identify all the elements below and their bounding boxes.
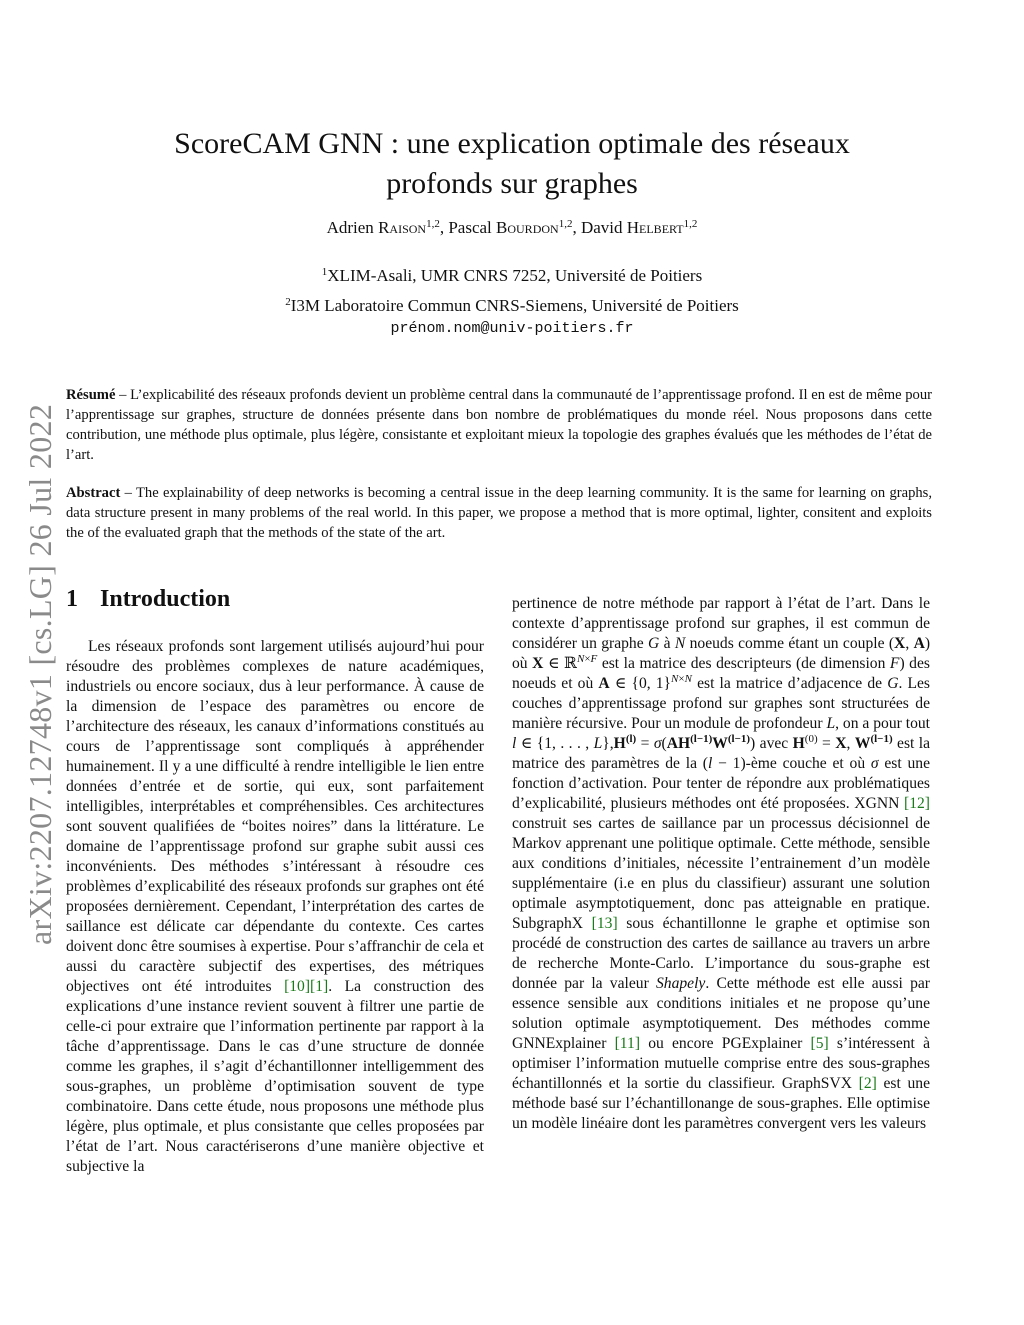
intro-text: noeuds comme étant un couple bbox=[685, 635, 889, 652]
citation-link[interactable]: [12] bbox=[904, 795, 930, 812]
abstract-label: Abstract bbox=[66, 485, 121, 501]
shapely-term: Shapely bbox=[655, 975, 706, 992]
affiliation-1 bbox=[100, 266, 924, 286]
affiliation-text: I3M Laboratoire Commun CNRS-Siemens, Université de Poitiers bbox=[290, 296, 739, 315]
abstract-text: The explainability of deep networks is becoming a central issue in the deep learning community. It is the same for learning on graphs, data structure present in many problems of the real world. In this paper, we propose a method that is more optimal, lighter, consitent and exploits the of the evaluated graph that the methods of the state of the art. bbox=[66, 485, 932, 541]
paper-title bbox=[100, 124, 924, 204]
title-line-1: ScoreCAM GNN : une explication optimale des réseaux bbox=[174, 127, 850, 160]
author-affil: 1,2 bbox=[683, 218, 698, 230]
resume-text: L’explicabilité des réseaux profonds devient un problème central dans la communauté de l’apprentissage profond. Il en est de même pour l’apprentissage sur graphes, structure de données présente dans bon nombre de problématiques du monde réel. Nous proposons dans cette contribution, une méthode plus optimale, plus légère, consistante et exploitant mieux la topologie des graphes évalués que les méthodes de l’état de l’art. bbox=[66, 387, 932, 463]
author-first: Adrien bbox=[326, 218, 374, 237]
intro-text: construit ses cartes de saillance par un processus décisionnel de Markov apprenant une politique optimale. Cette méthode, sensible aux conditions d’initiales, nécessite l’entrainement d’un modèle supplémentaire (i.e en plus du classifieur) assurant une solution optimale asymptotiquement, donc pas atteignable en pratique. SubgraphX bbox=[512, 815, 930, 932]
author-first: Pascal bbox=[448, 218, 492, 237]
intro-text: où bbox=[512, 655, 533, 672]
intro-right-column: pertinence de notre méthode par rapport à l’état de l’art. Dans le contexte d’apprentissage profond sur graphes, il est commun de considérer un graphe G à N noeuds comme étant un couple (X, A) où X ∈ ℝ$^{N\times F}$ est la matrice des descripteurs (de dimension F) des noeuds et où A ∈ {0, 1}$^{N\times N}$ est la matrice d’adjacence de G. Les couches d’apprentissage profond sur graphes sont structurées de manière récursive. Pour un module de profondeur L, on a pour tout l ∈ {1, . . . , $L\},H^{(l)} = \sigma(AH^{(l-1)}W^{(l-1)})$ avec $H^{(0)} = X$, $W^{(l-1)}$ est la matrice des paramètres de la (l − 1)-ème couche et où σ est une fonction d’activation. Pour tenter de répondre aux problématiques d’explicabilité, plusieurs méthodes ont été proposées. XGNN [12] construit ses cartes de saillance par un processus décisionnel de Markov apprenant une politique optimale. Cette méthode, sensible aux conditions d’initiales, nécessite l’entrainement d’un modèle supplémentaire (i.e en plus du classifieur) assurant une solution optimale asymptotiquement, donc pas atteignable en pratique. SubgraphX [13] sous échantillonne le graphe et optimise son procédé de construction des cartes de saillance au travers un arbre de recherche Monte-Carlo. L’importance du sous-graphe est donnée par la valeur Shapely. Cette méthode est elle aussi par essence sensible aux conditions initiales et ne propose qu’une solution optimale asymptotiquement. Des méthodes comme GNNExplainer [11] ou encore PGExplainer [5] s’intéressent à optimiser l’information mutuelle comprise entre des sous-graphes échantillonnés et la sortie du classifieur. GraphSVX [2] est une méthode basé sur l’échantillonange de sous-graphes. Elle optimise un modèle linéaire dont les paramètres convergent vers les valeurs bbox=[512, 595, 931, 1132]
intro-left-column bbox=[66, 637, 484, 1177]
intro-text: ) des noeuds et où bbox=[512, 655, 930, 692]
intro-text: pertinence de notre méthode par rapport à l’état de l’art. Dans le contexte d’apprentissage profond sur graphes, il est commun de considérer un graphe bbox=[512, 595, 930, 652]
intro-text: est une méthode basé sur l’échantillonange de sous-graphes. Elle optimise un modèle linéaire dont les paramètres convergent vers les valeurs bbox=[512, 1075, 931, 1132]
intro-text: ou encore PGExplainer bbox=[640, 1035, 811, 1052]
affiliation-number: 1 bbox=[321, 266, 328, 278]
intro-text: , on a pour tout bbox=[835, 715, 931, 732]
resume-paragraph bbox=[66, 385, 932, 465]
citation-link[interactable]: [13] bbox=[591, 915, 618, 932]
citation-link[interactable]: [2] bbox=[858, 1075, 877, 1092]
citation-link[interactable]: [5] bbox=[810, 1035, 829, 1052]
intro-text: est la matrice des descripteurs (de dimension bbox=[597, 655, 890, 672]
resume-label: Résumé bbox=[66, 387, 116, 403]
section-heading-introduction bbox=[66, 586, 230, 613]
citation-link[interactable]: [1] bbox=[310, 978, 329, 995]
arxiv-watermark: arXiv:2207.12748v1 [cs.LG] 26 Jul 2022 bbox=[22, 403, 58, 945]
intro-text: . Les couches d’apprentissage profond sur graphes sont structurées de manière récursive. Pour un module de profondeur bbox=[512, 675, 930, 732]
abstract-paragraph bbox=[66, 483, 932, 543]
affiliation-text: XLIM-Asali, UMR CNRS 7252, Université de Poitiers bbox=[327, 266, 703, 285]
author-last: Raison bbox=[378, 218, 427, 237]
author-affil: 1,2 bbox=[558, 218, 573, 230]
author-first: David bbox=[580, 218, 623, 237]
author-last: Helbert bbox=[626, 218, 684, 237]
title-line-2: profonds sur graphes bbox=[386, 167, 638, 200]
section-number: 1 bbox=[66, 586, 78, 612]
intro-text: sous échantillonne le graphe et optimise son procédé de construction des cartes de saillance au travers un arbre de recherche Monte-Carlo. L’importance du sous-graphe est donnée par la valeur bbox=[512, 915, 930, 992]
affiliation-number: 2 bbox=[285, 296, 291, 308]
intro-text: est la matrice des paramètres de la bbox=[512, 735, 931, 772]
resume-dash: – bbox=[115, 387, 131, 403]
intro-text: avec bbox=[755, 735, 793, 752]
abstract-dash: – bbox=[120, 485, 136, 501]
intro-text: est la matrice d’adjacence de bbox=[691, 675, 888, 692]
intro-text: à bbox=[659, 635, 675, 652]
citation-link[interactable]: [10] bbox=[284, 978, 311, 995]
citation-link[interactable]: [11] bbox=[614, 1035, 641, 1052]
intro-text: -ème couche et où bbox=[745, 755, 871, 772]
contact-email: prénom.nom@univ-poitiers.fr bbox=[390, 320, 634, 337]
intro-text: Les réseaux profonds sont largement utilisés aujourd’hui pour résoudre des problèmes complexes de nature académiques, industriels ou encore sociaux, dus à leur performance. À cause de la dimension de l’espace des paramètres ou encore de l’architecture des réseaux, les canaux d’informations constitués au cours de l’apprentissage sont compliqués à appréhender humainement. Il y a une difficulté à rendre intelligible le lien entre données d’entrée et de sortie, qui eux, sont parfaitement intelligibles, interprétables et compréhensibles. Ces architectures sont souvent qualifiées de “boites noires” dans la littérature. Le domaine de l’apprentissage profond sur graphe subit aussi ces inconvénients. Des méthodes s’intéressant à résoudre ces problèmes d’explicabilité des réseaux profonds sur graphes ont été proposées dernièrement. Cependant, l’interprétation des cartes de saillance est délicate car dépendante du contexte. Ces cartes doivent donc être soumises à expertise. Pour s’affranchir de cela et aussi du caractère subjectif des expertises, des métriques objectives ont été introduites bbox=[66, 638, 484, 995]
author-list: Adrien Raison$^{1,2}$, Pascal Bourdon$^{1,2}$, David Helbert$^{1,2}$ bbox=[326, 218, 698, 237]
section-title: Introduction bbox=[100, 586, 231, 612]
intro-text: . La construction des explications d’une instance revient souvent à filtrer une partie de celle-ci pour extraire que l’information pertinente par rapport à la tâche d’apprentissage. Dans le cas d’une structure de donnée comme les graphes, il s’agit d’échantillonner intelligemment des sous-graphes, un problème d’optimisation souvent de type combinatoire. Dans cette étude, nous proposons une méthode plus légère, plus optimale, et plus consistante que celles proposées par l’état de l’art. Nous caractériserons d’une manière objective et subjective la bbox=[66, 978, 484, 1175]
intro-text: . Cette méthode est elle aussi par essence sensible aux conditions initiales et ne propose qu’une solution optimale asymptotiquement. Des méthodes comme GNNExplainer bbox=[512, 975, 930, 1052]
author-affil: 1,2 bbox=[426, 218, 440, 230]
intro-text: s’intéressent à optimiser l’information mutuelle comprise entre des sous-graphes échantillonnés et la sortie du classifieur. GraphSVX bbox=[512, 1035, 930, 1092]
author-last: Bourdon bbox=[496, 218, 559, 237]
intro-text: est une fonction d’activation. Pour tenter de répondre aux problématiques d’explicabilité, plusieurs méthodes ont été proposées. XGNN bbox=[512, 755, 930, 812]
affiliation-2 bbox=[100, 296, 924, 316]
